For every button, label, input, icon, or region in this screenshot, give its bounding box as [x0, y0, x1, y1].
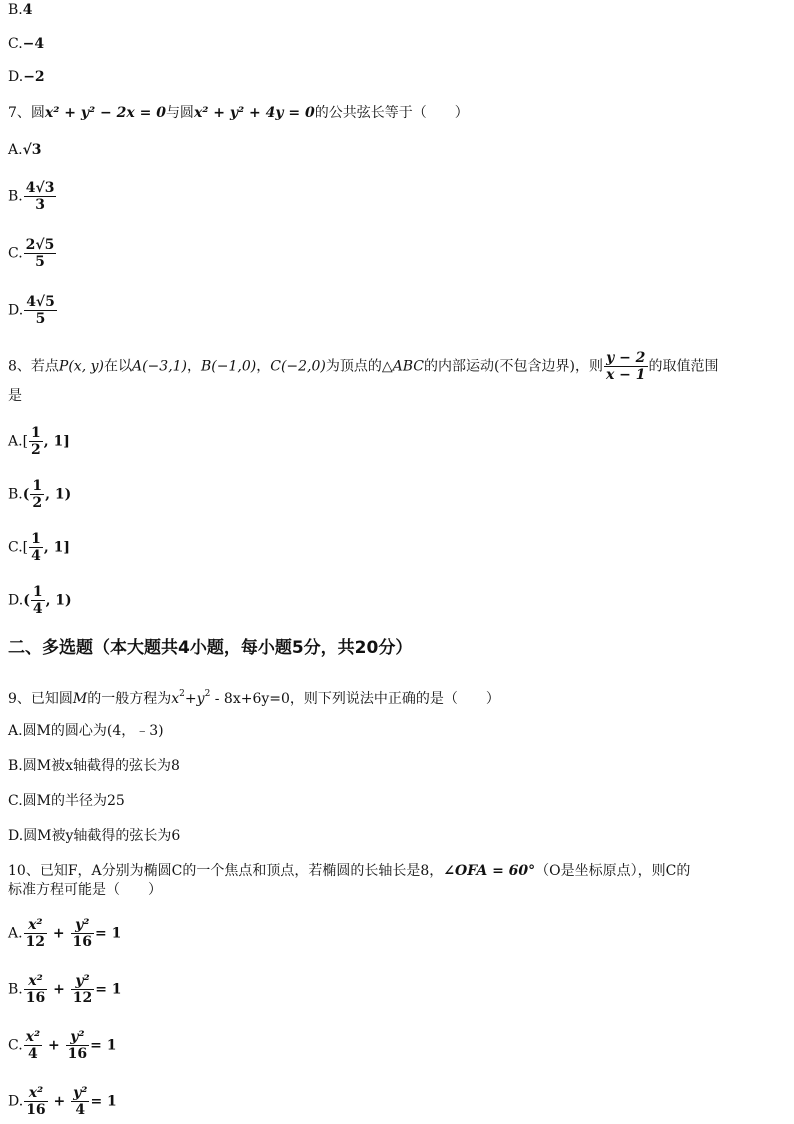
numerator: y²: [75, 917, 90, 933]
fraction-y: [71, 917, 94, 950]
numerator: 1: [31, 425, 41, 441]
bracket: [: [22, 539, 29, 556]
equation: x² + y² + 4y = 0: [193, 105, 315, 121]
fraction-y: [71, 1085, 89, 1118]
question-number: 7、: [8, 105, 31, 121]
interval-end: , 1]: [43, 433, 70, 450]
variable-x: x: [171, 691, 180, 707]
denominator: 4: [71, 1101, 89, 1118]
fraction: [29, 425, 43, 458]
option-label: B.: [8, 758, 23, 774]
q9-option-c: [8, 791, 125, 811]
exponent: 2: [179, 689, 185, 699]
option-label: C.: [8, 539, 23, 556]
option-text: 4: [22, 2, 33, 18]
option-label: D.: [8, 592, 24, 609]
q9-option-a: [8, 721, 164, 741]
fraction: [31, 584, 45, 617]
option-label: D.: [8, 69, 24, 85]
variable-y: y: [196, 691, 205, 707]
option-text: 圆M的圆心为(4，﹣3): [22, 723, 164, 739]
equation-rhs: = 1: [90, 1037, 117, 1054]
option-label: D.: [8, 828, 24, 844]
q9-stem: [8, 684, 500, 709]
q8-option-c: [8, 531, 70, 564]
bracket: (: [22, 486, 30, 503]
denominator: 16: [72, 934, 93, 950]
denominator: 4: [31, 548, 41, 564]
denominator: 4: [24, 1045, 42, 1062]
numerator: 2√5: [25, 237, 55, 253]
q7-option-c: [8, 237, 57, 270]
numerator: y − 2: [606, 350, 646, 366]
numerator: 1: [31, 531, 41, 547]
stem-text: （O是坐标原点），则C的: [535, 863, 691, 879]
denominator: 5: [24, 253, 57, 270]
option-text: 圆M被y轴截得的弦长为6: [23, 828, 181, 844]
numerator: 4√3: [25, 180, 55, 196]
denominator: 16: [26, 1102, 46, 1118]
q8-stem: [8, 350, 719, 383]
bracket: [: [22, 433, 29, 450]
interval-end: , 1]: [43, 539, 71, 556]
denominator: 2: [31, 442, 41, 458]
option-label: A.: [8, 925, 23, 942]
equation-rhs: = 1: [95, 981, 122, 998]
fraction: [29, 531, 43, 564]
option-label: A.: [8, 723, 23, 739]
q8-stem-cont: [8, 386, 22, 406]
numerator: y²: [73, 1085, 88, 1101]
q10-option-a: A. $\frac{\text{x²}}{12}$ + $\frac{\text{y²}}{16}$ = 1: [8, 917, 122, 950]
option-label: C.: [8, 245, 23, 262]
stem-text: 圆: [30, 105, 45, 121]
option-label: B.: [8, 486, 23, 503]
q7-option-d: [8, 294, 58, 327]
question-number: 9、: [8, 691, 31, 707]
numerator: 4√5: [26, 294, 55, 310]
stem-text: - 8x+6y=0，则下列说法中正确的是（ ）: [210, 691, 500, 707]
option-label: B.: [8, 981, 23, 998]
denominator: 12: [72, 990, 93, 1006]
numerator: x²: [28, 1085, 44, 1101]
stem-text: 为顶点的: [325, 358, 382, 375]
numerator: y²: [70, 1029, 85, 1045]
option-value: √3: [22, 142, 42, 158]
separator: ，: [256, 358, 271, 375]
equation-rhs: = 1: [95, 925, 122, 942]
equation-rhs: = 1: [90, 1093, 117, 1110]
fraction: [24, 180, 57, 213]
stem-text: 是: [8, 388, 22, 404]
question-number: 8、: [8, 358, 31, 375]
circle-name: M: [72, 691, 88, 707]
stem-text: 已知圆: [30, 691, 73, 707]
q7-option-a: [8, 140, 42, 160]
q7-stem: [8, 103, 469, 123]
stem-text: 的内部运动(不包含边界)，则: [424, 358, 603, 375]
numerator: x²: [28, 917, 43, 933]
q7-option-b: [8, 180, 57, 213]
q10-option-d: D. $\frac{\text{x²}}{16}$ + $\frac{\text{y²}}{4}$ = 1: [8, 1085, 117, 1118]
denominator: 16: [67, 1046, 88, 1062]
q6-option-b: [8, 0, 33, 20]
point-a: A(−3,1): [131, 358, 188, 375]
option-label: A.: [8, 433, 23, 450]
interval-end: , 1): [45, 486, 72, 503]
fraction-y: [71, 973, 94, 1006]
denominator: 12: [25, 934, 46, 950]
separator: ，: [187, 358, 202, 375]
fraction: [604, 350, 648, 383]
stem-text: 的一般方程为: [87, 691, 172, 707]
q10-option-b: B. $\frac{\text{x²}}{16}$ + $\frac{\text{y²}}{12}$ = 1: [8, 973, 122, 1006]
denominator: 2: [32, 495, 43, 511]
option-label: B.: [8, 188, 23, 205]
fraction: [24, 237, 57, 270]
q6-option-d: [8, 67, 45, 87]
option-label: C.: [8, 36, 23, 52]
q9-option-d: [8, 826, 180, 846]
q6-option-c: [8, 34, 44, 54]
stem-text: 若点: [30, 358, 59, 375]
option-label: C.: [8, 793, 23, 809]
section-heading: 二、多选题（本大题共4小题，每小题5分，共20分）: [8, 638, 413, 658]
option-label: D.: [8, 1093, 24, 1110]
angle-condition: ∠OFA = 60°: [443, 863, 536, 879]
option-label: B.: [8, 2, 23, 18]
denominator: x − 1: [605, 367, 646, 383]
fraction-x: [24, 973, 47, 1006]
equation: x² + y² − 2x = 0: [44, 105, 166, 121]
stem-text: 在以: [103, 358, 132, 375]
denominator: 3: [24, 196, 57, 213]
stem-text: 与圆: [165, 105, 194, 121]
denominator: 16: [25, 990, 46, 1006]
question-number: 10、: [8, 863, 40, 879]
option-label: A.: [8, 142, 23, 158]
fraction: [24, 294, 57, 327]
stem-text: 的公共弦长等于（ ）: [314, 105, 469, 121]
fraction-x: [24, 917, 47, 950]
fraction: [30, 478, 44, 511]
option-text: 圆M的半径为25: [22, 793, 125, 809]
numerator: 1: [32, 584, 43, 600]
point-p: P(x, y): [58, 358, 104, 375]
numerator: x²: [28, 973, 43, 989]
stem-text: 已知F，A分别为椭圆C的一个焦点和顶点，若椭圆的长轴长是8，: [39, 863, 444, 879]
stem-text: 的取值范围: [648, 358, 719, 375]
option-text: −4: [22, 36, 45, 52]
stem-text: 标准方程可能是（ ）: [8, 882, 162, 898]
q10-option-c: C. $\frac{\text{x²}}{4}$ + $\frac{\text{y²}}{16}$ = 1: [8, 1029, 117, 1062]
operator: +: [184, 691, 197, 707]
q8-option-d: [8, 584, 72, 617]
fraction-x: [24, 1029, 42, 1062]
q8-option-a: [8, 425, 70, 458]
option-label: D.: [8, 302, 24, 319]
numerator: y²: [75, 973, 90, 989]
point-b: B(−1,0): [201, 358, 257, 375]
denominator: 4: [32, 601, 43, 617]
fraction-y: [66, 1029, 89, 1062]
triangle: △ABC: [381, 358, 425, 375]
bracket: (: [23, 592, 30, 609]
interval-end: , 1): [45, 592, 72, 609]
q10-stem: [8, 861, 690, 881]
denominator: 5: [24, 310, 57, 327]
option-text: 圆M被x轴截得的弦长为8: [22, 758, 180, 774]
option-label: C.: [8, 1037, 23, 1054]
numerator: x²: [25, 1029, 41, 1045]
q9-option-b: [8, 756, 180, 776]
q10-stem-cont: [8, 880, 162, 900]
exponent: 2: [204, 689, 211, 699]
fraction-x: [24, 1085, 47, 1118]
point-c: C(−2,0): [270, 358, 326, 375]
numerator: 1: [32, 478, 43, 494]
option-text: −2: [23, 69, 45, 85]
q8-option-b: [8, 478, 71, 511]
